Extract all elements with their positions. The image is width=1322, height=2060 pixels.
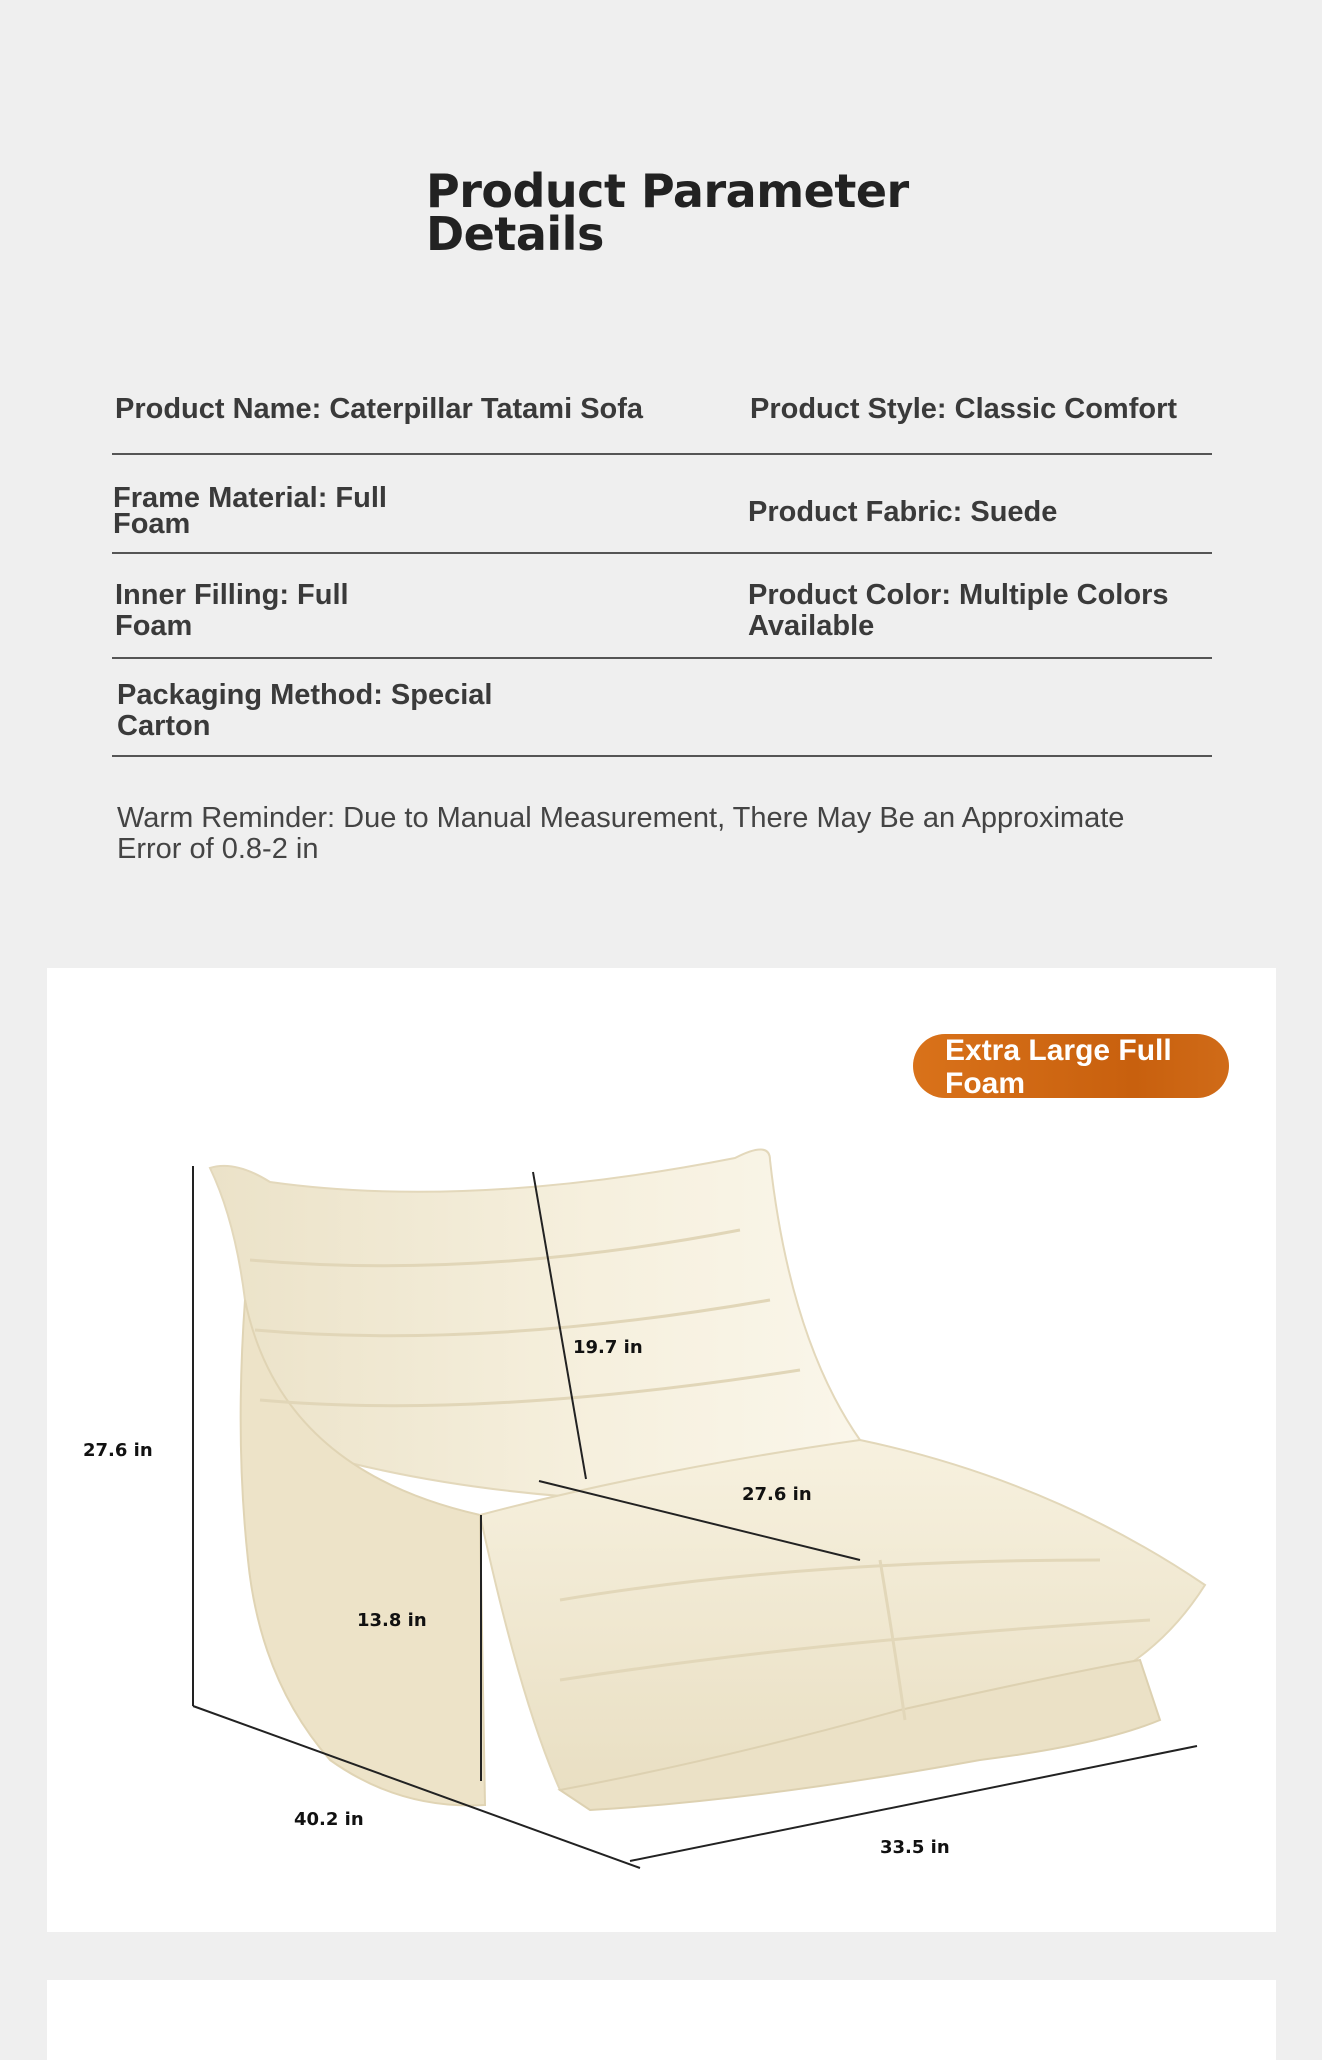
product-name: Product Name: Caterpillar Tatami Sofa (115, 393, 644, 425)
warm-reminder-line-2: Error of 0.8-2 in (117, 833, 319, 865)
product-style: Product Style: Classic Comfort (750, 393, 1178, 425)
feature-badge-line-1: Extra Large Full (945, 1034, 1172, 1067)
page-title-line-1: Product Parameter (426, 164, 909, 218)
seat-depth-label: 27.6 in (742, 1484, 812, 1505)
warm-reminder-line-1: Warm Reminder: Due to Manual Measurement, There May Be an Approximate (117, 802, 1125, 834)
frame-material-line-1: Frame Material: Full (113, 482, 387, 514)
back-height-label: 19.7 in (573, 1337, 643, 1358)
frame-material-line-2: Foam (113, 508, 191, 540)
packaging-method-line-2: Carton (117, 710, 211, 742)
page-title-line-2: Details (426, 207, 604, 261)
feature-badge-line-2: Foam (945, 1067, 1026, 1100)
total-height-label: 27.6 in (83, 1440, 153, 1461)
product-color-line-2: Available (748, 610, 875, 642)
seat-height-label: 13.8 in (357, 1610, 427, 1631)
next-image-panel (47, 1980, 1276, 2060)
width-label: 33.5 in (880, 1837, 950, 1858)
packaging-method-line-1: Packaging Method: Special (117, 679, 493, 711)
product-color-line-1: Product Color: Multiple Colors (748, 579, 1169, 611)
product-fabric: Product Fabric: Suede (748, 496, 1058, 528)
inner-filling-line-1: Inner Filling: Full (115, 579, 349, 611)
length-label: 40.2 in (294, 1809, 364, 1830)
sofa-image (210, 1149, 1205, 1810)
inner-filling-line-2: Foam (115, 610, 193, 642)
feature-badge (913, 1034, 1229, 1098)
